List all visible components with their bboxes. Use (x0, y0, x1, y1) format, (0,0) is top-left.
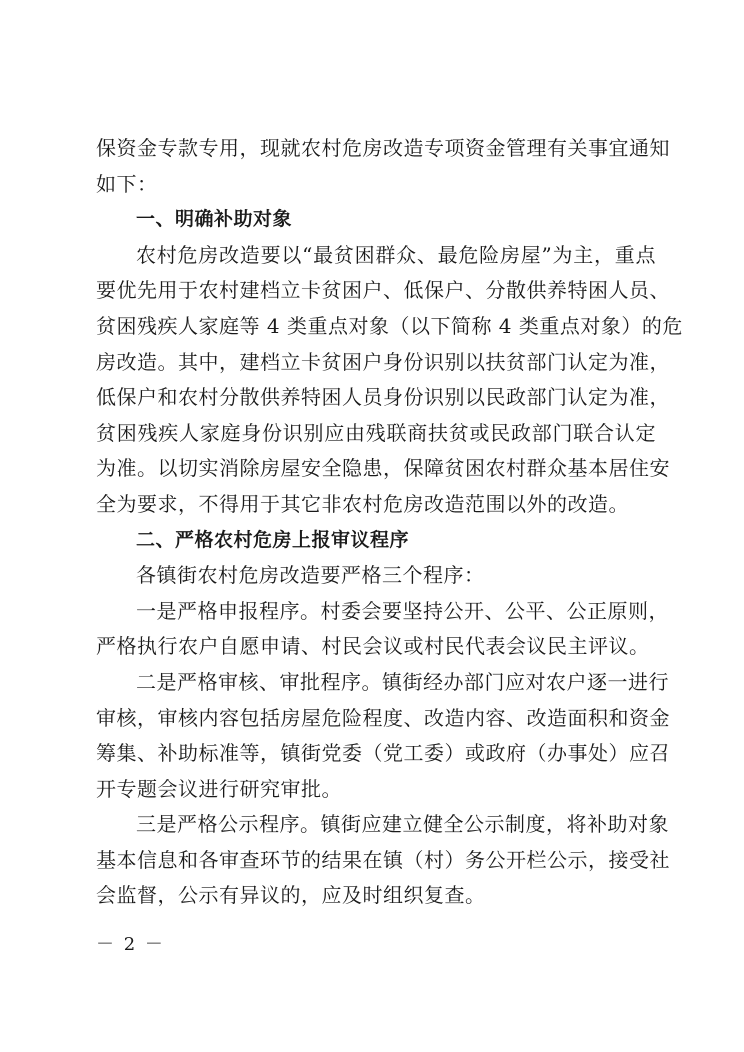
paragraph-line: 三是严格公示程序。镇街应建立健全公示制度，将补助对象 (136, 812, 669, 837)
paragraph-line: 会监督，公示有异议的，应及时组织复查。 (96, 883, 486, 908)
paragraph-line: 房改造。其中，建档立卡贫困户身份识别以扶贫部门认定为准， (96, 349, 670, 374)
paragraph-line: 农村危房改造要以“最贫困群众、最危险房屋”为主，重点 (136, 242, 656, 267)
paragraph-line: 一是严格申报程序。村委会要坚持公开、公平、公正原则， (136, 598, 669, 623)
page-number: － 2 － (96, 934, 165, 955)
paragraph-line: 严格执行农户自愿申请、村民会议或村民代表会议民主评议。 (96, 634, 650, 659)
paragraph-line: 如下： (96, 171, 158, 196)
paragraph-line: 贫困残疾人家庭身份识别应由残联商扶贫或民政部门联合认定 (96, 420, 656, 445)
paragraph-line: 要优先用于农村建档立卡贫困户、低保户、分散供养特困人员、 (96, 278, 670, 303)
paragraph-line: 全为要求，不得用于其它非农村危房改造范围以外的改造。 (96, 491, 629, 516)
paragraph-line: 贫困残疾人家庭等 4 类重点对象（以下简称 4 类重点对象）的危 (96, 313, 683, 338)
paragraph-line: 筹集、补助标准等，镇街党委（党工委）或政府（办事处）应召 (96, 741, 670, 766)
paragraph-line: 低保户和农村分散供养特困人员身份识别以民政部门认定为准， (96, 385, 670, 410)
document-body (96, 131, 683, 914)
paragraph-line: 为准。以切实消除房屋安全隐患，保障贫困农村群众基本居住安 (96, 456, 670, 481)
section-heading: 二、严格农村危房上报审议程序 (136, 528, 410, 551)
paragraph-line: 各镇街农村危房改造要严格三个程序： (136, 563, 485, 588)
section-heading: 一、明确补助对象 (136, 208, 293, 231)
paragraph-line: 二是严格审核、审批程序。镇街经办部门应对农户逐一进行 (136, 669, 669, 694)
paragraph-line: 保资金专款专用，现就农村危房改造专项资金管理有关事宜通知 (96, 136, 670, 160)
paragraph-line: 开专题会议进行研究审批。 (96, 776, 342, 801)
paragraph-line: 基本信息和各审查环节的结果在镇（村）务公开栏公示，接受社 (96, 847, 670, 872)
paragraph-line: 审核，审核内容包括房屋危险程度、改造内容、改造面积和资金 (96, 705, 670, 730)
